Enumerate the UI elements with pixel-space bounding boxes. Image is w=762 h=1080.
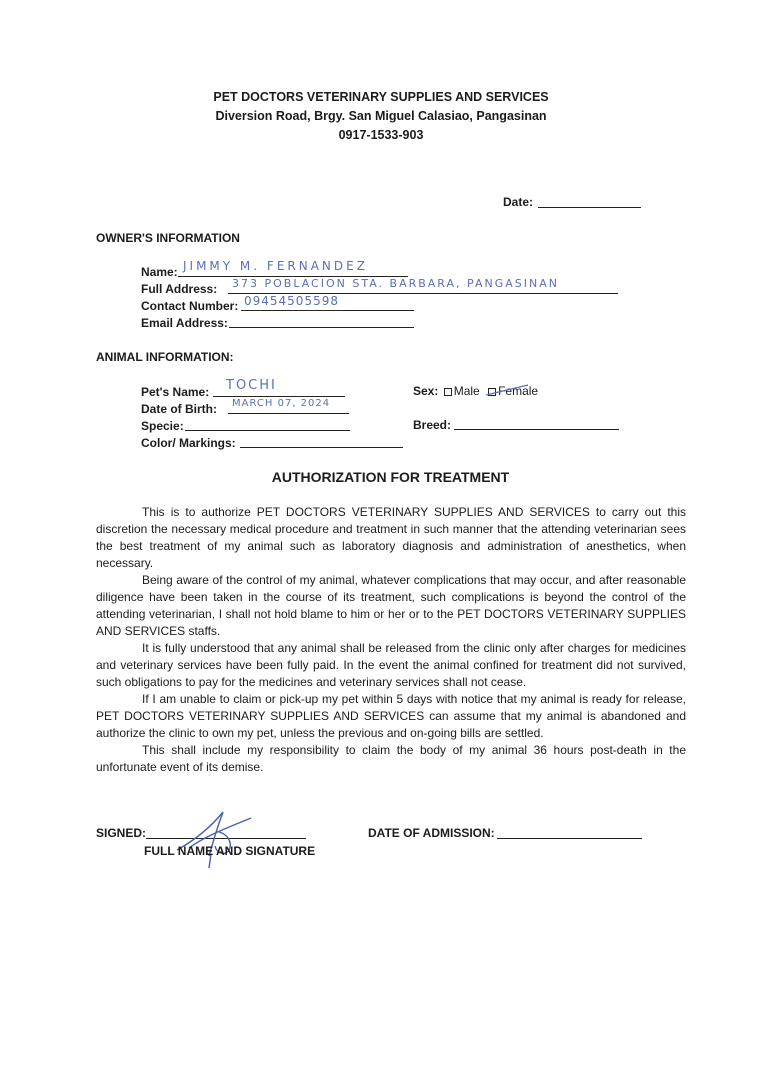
admission-date-field[interactable]	[497, 838, 642, 839]
authorization-paragraph: This is to authorize PET DOCTORS VETERINARY SUPPLIES AND SERVICES to carry out this discretion the necessary medical procedure and treatment in such manner that the attending veterinarian sees the best treatment of my animal such as laboratory diagnosis and administration of anesthetics, when necessary.	[96, 505, 686, 570]
owner-contact-label: Contact Number:	[141, 299, 239, 313]
handwritten-signature	[165, 806, 260, 872]
owner-address-value: 373 POBLACION STA. BARBARA, PANGASINAN	[232, 277, 559, 290]
authorization-paragraph: This shall include my responsibility to claim the body of my animal 36 hours post-death in the unfortunate event of its demise.	[96, 743, 686, 774]
color-markings-label: Color/ Markings:	[141, 436, 236, 450]
pet-name-field[interactable]	[213, 396, 345, 397]
specie-field[interactable]	[185, 430, 350, 431]
male-label: Male	[453, 384, 480, 398]
signed-label: SIGNED:	[96, 826, 147, 840]
dob-field[interactable]	[228, 413, 349, 414]
breed-label: Breed:	[413, 418, 452, 432]
authorization-body	[96, 504, 686, 776]
authorization-paragraph: If I am unable to claim or pick-up my pet within 5 days with notice that my animal is ready for release, PET DOCTORS VETERINARY SUPPLIES AND SERVICES can assume that my animal is abandoned and authorize the clinic to own my pet, unless the previous and on-going bills are settled.	[96, 692, 686, 740]
owner-address-label: Full Address:	[141, 282, 218, 296]
specie-label: Specie:	[141, 419, 184, 433]
owner-name-value: JIMMY M. FERNANDEZ	[183, 259, 368, 273]
pet-name-label: Pet's Name:	[141, 385, 210, 399]
authorization-title: AUTHORIZATION FOR TREATMENT	[271, 469, 510, 485]
pet-name-value: TOCHI	[226, 378, 277, 393]
female-check-mark-icon	[484, 383, 530, 397]
authorization-paragraph: It is fully understood that any animal shall be released from the clinic only after charges for medicines and veterinary services have been fully paid. In the event the animal confined for treatment did not survived, such obligations to pay for the medicines and veterinary services shall not cease.	[96, 641, 686, 689]
owner-contact-field[interactable]	[241, 310, 414, 311]
female-label: Female	[498, 384, 539, 398]
date-label: Date:	[503, 195, 534, 209]
owner-email-label: Email Address:	[141, 316, 228, 330]
owner-name-label: Name:	[141, 265, 178, 279]
business-name: PET DOCTORS VETERINARY SUPPLIES AND SERVICES	[213, 90, 549, 104]
animal-section-title: ANIMAL INFORMATION:	[96, 350, 234, 364]
owner-contact-value: 09454505598	[244, 294, 339, 308]
owner-email-field[interactable]	[229, 327, 414, 328]
authorization-paragraph: Being aware of the control of my animal, whatever complications that may occur, and after reasonable diligence have been taken in the course of its treatment, such complications is beyond the control of the attending veterinarian, I shall not hold blame to him or her or to the PET DOCTORS VETERINARY SUPPLIES AND SERVICES staffs.	[96, 573, 686, 638]
admission-date-label: DATE OF ADMISSION:	[368, 826, 495, 840]
male-checkbox[interactable]	[444, 388, 452, 396]
dob-label: Date of Birth:	[141, 402, 217, 416]
dob-value: MARCH 07, 2024	[232, 398, 331, 409]
business-address: Diversion Road, Brgy. San Miguel Calasiao, Pangasinan	[215, 109, 547, 123]
breed-field[interactable]	[454, 429, 619, 430]
owner-section-title: OWNER'S INFORMATION	[96, 231, 240, 245]
date-field[interactable]	[538, 207, 641, 208]
business-phone: 0917-1533-903	[338, 128, 424, 142]
color-markings-field[interactable]	[240, 447, 403, 448]
sex-label: Sex:	[413, 384, 439, 398]
signature-caption: FULL NAME AND SIGNATURE	[144, 844, 316, 858]
